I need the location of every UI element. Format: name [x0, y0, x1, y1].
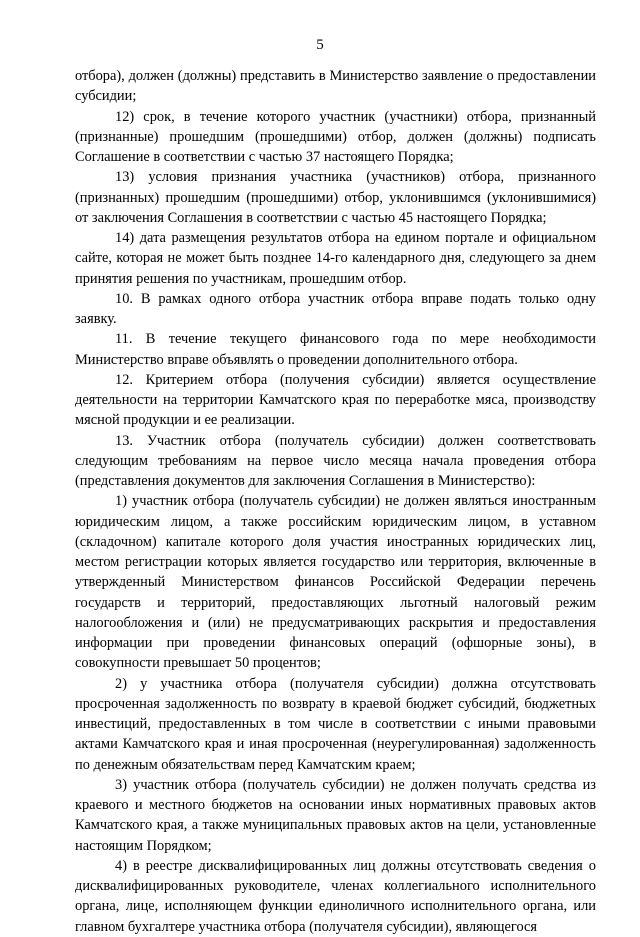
paragraph-section-11: 11. В течение текущего финансового года по мере необходимости Министерство вправе объявлять о проведении дополнительного отбора. — [75, 331, 596, 368]
paragraph-item-12: 12) срок, в течение которого участник (участники) отбора, признанный (признанные) прошедшим (прошедшими) отбор, должен (должны) подписать Соглашение в соответствии с частью 37 настоящего Порядка; — [75, 108, 596, 165]
paragraph-continuation: отбора), должен (должны) представить в Министерство заявление о предоставлении субсидии; — [75, 68, 596, 105]
paragraph-requirement-1: 1) участник отбора (получатель субсидии) не должен являться иностранным юридическим лицом, а также российским юридическим лицом, в уставном (складочном) капитале которого доля участия иностранных юридических лиц, местом регистрации которых является государство или территория, включенные в утвержденный Министерством финансов Российской Федерации перечень государств и территорий, предоставляющих льготный налоговый режим налогообложения и (или) не предусматривающих раскрытия и предоставления информации при проведении финансовых операций (офшорные зоны), в совокупности превышает 50 процентов; — [75, 493, 596, 672]
page-number: 5 — [316, 37, 324, 53]
paragraph-item-14: 14) дата размещения результатов отбора на едином портале и официальном сайте, которая не может быть позднее 14-го календарного дня, следующего за днем принятия решения по участникам, прошедшим отбор. — [75, 230, 596, 287]
paragraph-section-12: 12. Критерием отбора (получения субсидии) является осуществление деятельности на территории Камчатского края по переработке мяса, производству мясной продукции и ее реализации. — [75, 371, 596, 429]
paragraph-requirement-2: 2) у участника отбора (получателя субсидии) должна отсутствовать просроченная задолженность по возврату в краевой бюджет субсидий, бюджетных инвестиций, предоставленных в том числе в соответствии с иными правовыми актами Камчатского края и иная просроченная (неурегулированная) задолженность по денежным обязательствам перед Камчатским краем; — [75, 675, 596, 773]
paragraph-requirement-4: 4) в реестре дисквалифицированных лиц должны отсутствовать сведения о дисквалифицированных руководителе, членах коллегиального исполнительного органа, лице, исполняющем функции единоличного исполнительного органа, или главном бухгалтере участника отбора (получателя субсидии), являющегося — [75, 857, 596, 935]
paragraph-section-13: 13. Участник отбора (получатель субсидии) должен соответствовать следующим требованиям на первое число месяца начала проведения отбора (представления документов для заключения Соглашения в Министерство): — [75, 432, 596, 489]
document-body — [75, 66, 596, 937]
paragraph-item-13: 13) условия признания участника (участников) отбора, признанного (признанных) прошедшим (прошедшими) отбор, уклонившимся (уклонившимися) от заключения Соглашения в соответствии с частью 45 настоящего Порядка; — [75, 169, 596, 226]
paragraph-section-10: 10. В рамках одного отбора участник отбора вправе подать только одну заявку. — [75, 290, 596, 327]
paragraph-requirement-3: 3) участник отбора (получатель субсидии) не должен получать средства из краевого и местного бюджетов на основании иных нормативных правовых актов Камчатского края, а также муниципальных правовых актов на цели, установленные настоящим Порядком; — [75, 776, 596, 854]
